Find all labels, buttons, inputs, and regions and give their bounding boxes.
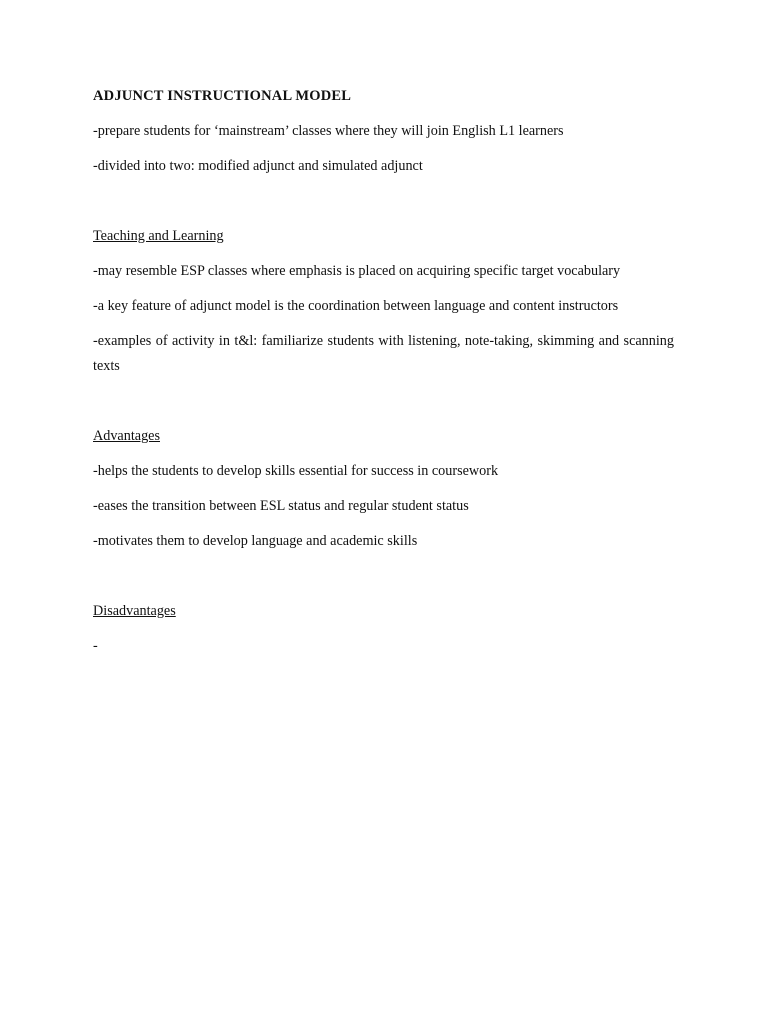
advantage-point: -helps the students to develop skills essential for success in coursework: [93, 463, 499, 479]
teaching-point: -examples of activity in t&l: familiarize students with listening, note-taking, skimming and scanning texts: [93, 333, 674, 374]
intro-line: -prepare students for ‘mainstream’ classes where they will join English L1 learners: [93, 123, 564, 139]
document-title: ADJUNCT INSTRUCTIONAL MODEL: [93, 88, 352, 104]
section-heading-teaching: Teaching and Learning: [93, 228, 224, 244]
spacer: [93, 193, 674, 228]
advantage-point: -motivates them to develop language and academic skills: [93, 533, 418, 549]
section-heading-disadvantages: Disadvantages: [93, 603, 176, 619]
intro-line: -divided into two: modified adjunct and simulated adjunct: [93, 158, 423, 174]
teaching-point: -may resemble ESP classes where emphasis is placed on acquiring specific target vocabulary: [93, 263, 621, 279]
spacer: [93, 393, 674, 428]
advantage-point: -eases the transition between ESL status and regular student status: [93, 498, 469, 514]
teaching-point: -a key feature of adjunct model is the coordination between language and content instructors: [93, 298, 619, 314]
section-heading-advantages: Advantages: [93, 428, 160, 444]
disadvantage-point: -: [93, 638, 98, 654]
spacer: [93, 568, 674, 603]
